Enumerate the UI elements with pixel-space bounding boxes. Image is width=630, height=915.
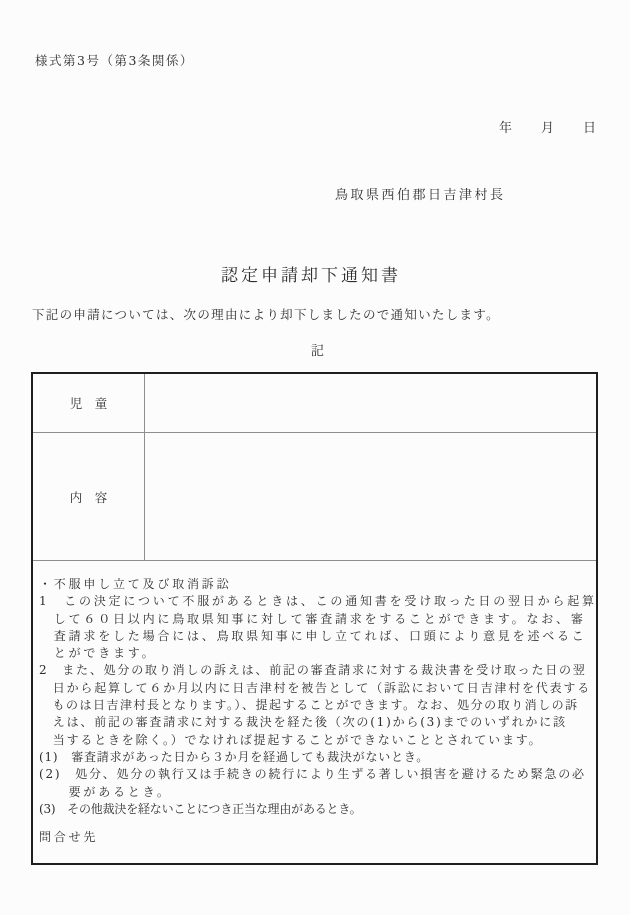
notice-line: ものは日吉津村長となります。）、提起することができます。なお、処分の取り消しの訴	[39, 698, 579, 713]
appeal-notice-cell	[33, 561, 596, 863]
table-row-content	[33, 433, 596, 561]
content-row-value	[145, 433, 596, 560]
form-number: 様式第3号（第3条関係）	[35, 53, 194, 68]
record-marker: 記	[311, 344, 325, 359]
application-table	[31, 372, 598, 865]
notice-line: 1 この決定について不服があるときは、この通知書を受け取った日の翌日から起算	[39, 594, 597, 609]
notice-line: (1) 審査請求があった日から３か月を経過しても裁決がないとき。	[39, 749, 430, 764]
notice-line: ・不服申し立て及び取消訴訟	[39, 577, 232, 591]
notice-line: (3) その他裁決を経ないことにつき正当な理由があるとき。	[39, 801, 362, 816]
notice-line: 査請求をした場合には、鳥取県知事に申し立てれば、口頭により意見を述べるこ	[39, 628, 587, 643]
notice-line: 要があるとき。	[39, 784, 172, 799]
notice-line: 当するときを除く。）でなければ提起することができないこととされています。	[39, 732, 543, 747]
addressee: 鳥取県西伯郡日吉津村長	[335, 188, 506, 203]
notice-line: (2) 処分、処分の執行又は手続きの続行により生ずる著しい損害を避けるため緊急の必	[39, 767, 586, 782]
content-row-label: 内 容	[33, 433, 145, 560]
notice-line: 2 また、処分の取り消しの訴えは、前記の審査請求に対する裁決書を受け取った日の翌	[39, 663, 587, 678]
table-row-child	[33, 374, 596, 433]
notice-line: 日から起算して６か月以内に日吉津村を被告として（訴訟において日吉津村を代表する	[39, 680, 592, 695]
notice-line: とができます。	[39, 646, 157, 661]
notice-line: して６０日以内に鳥取県知事に対して審査請求をすることができます。なお、審	[39, 611, 586, 626]
child-row-value	[145, 374, 596, 432]
date-line: 年 月 日	[498, 121, 597, 136]
notice-line: えは、前記の審査請求に対する裁決を経た後（次の(1)から(3)までのいずれかに該	[39, 715, 567, 730]
intro-text: 下記の申請については、次の理由により却下しましたので通知いたします。	[32, 307, 500, 322]
contact-label: 問合せ先	[39, 830, 99, 845]
child-row-label: 児 童	[33, 374, 145, 432]
page-title: 認定申請却下通知書	[221, 266, 401, 286]
